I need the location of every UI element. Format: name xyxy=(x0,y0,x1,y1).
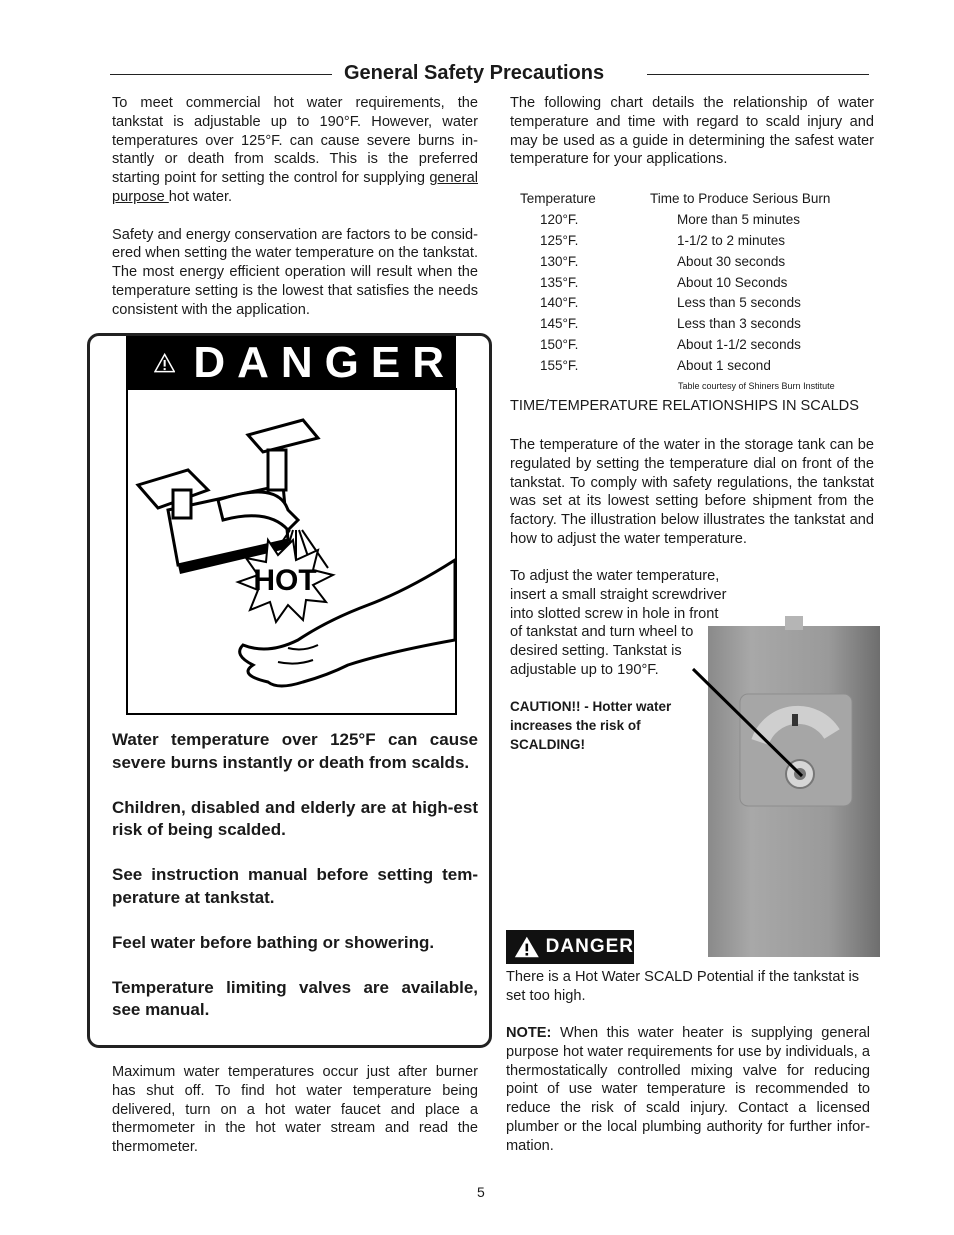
hot-faucet-illustration xyxy=(126,388,457,715)
warning-item: Temperature limiting valves are available, see manual. xyxy=(112,977,478,1019)
adjust-line: adjustable up to 190°F. xyxy=(510,661,659,678)
table-row: 150°F. About 1-1/2 seconds xyxy=(540,337,801,353)
table-caption: TIME/TEMPERATURE RELATIONSHIPS IN SCALDS xyxy=(510,398,859,414)
time-temperature-table xyxy=(520,188,830,376)
header-rule-left xyxy=(110,74,332,75)
warning-item: See instruction manual before setting tem-perature at tankstat. xyxy=(112,865,478,907)
table-row: 145°F. Less than 3 seconds xyxy=(540,316,801,332)
danger-banner-text: DANGER xyxy=(193,338,456,387)
table-row: 120°F. More than 5 minutes xyxy=(540,211,801,227)
danger-warnings xyxy=(112,729,478,1022)
table-row: 140°F. Less than 5 seconds xyxy=(540,295,801,311)
hot-label: HOT xyxy=(253,564,317,597)
note-text: When this water heater is supplying general purpose hot water requirements for use by individuals, a thermostatically controlled mixing valve for reducing point of use water temperature is recommended to reduce the risk of scald injury. Contact a licensed plumber or the local plumbing authority for further infor-mation. xyxy=(506,1025,870,1154)
page-number: 5 xyxy=(477,1184,485,1200)
table-row: 125°F. 1-1/2 to 2 minutes xyxy=(540,232,786,248)
paragraph-adjustable: To meet commercial hot water requirements, the tankstat is adjustable up to 190°F. However, water temperatures over 125°F. can cause severe burns in-stantly or death from scalds. This is the preferred starting point for setting the control for supplying general purpose hot water. xyxy=(112,95,478,205)
paragraph-chart-intro: The following chart details the relationship of water temperature and time with regard to scald injury and may be used as a guide in determining the safest water temperature for your applications. xyxy=(510,95,874,168)
table-row: 135°F. About 10 Seconds xyxy=(540,274,788,290)
warning-item: Children, disabled and elderly are at high-est risk of being scalded. xyxy=(112,797,478,839)
underlined-text: general purpose xyxy=(112,170,478,205)
small-danger-label xyxy=(506,930,634,964)
adjust-line: desired setting. Tankstat is xyxy=(510,643,682,660)
table-row: 130°F. About 30 seconds xyxy=(540,253,786,269)
small-danger-text: DANGER xyxy=(545,936,634,957)
adjust-line: of tankstat and turn wheel to xyxy=(510,624,694,641)
adjust-line: insert a small straight screwdriver xyxy=(510,586,727,603)
warning-item: Water temperature over 125°F can cause severe burns instantly or death from scalds. xyxy=(112,730,478,772)
table-header: Temperature xyxy=(520,190,596,206)
warning-triangle-icon xyxy=(154,344,175,382)
paragraph-energy: Safety and energy conservation are factors to be consid-ered when setting the water temperature on the tankstat. The most energy efficient operation will result when the temperature setting is the lowest that satisfies the needs consistent with the application. xyxy=(112,226,478,318)
table-row: 155°F. About 1 second xyxy=(540,358,771,374)
pointer-line xyxy=(690,664,810,784)
page-title: General Safety Precautions xyxy=(344,62,605,84)
header-rule-right xyxy=(647,74,869,75)
warning-triangle-icon xyxy=(514,934,540,960)
caution-text: CAUTION!! - Hotter water increases the risk of SCALDING! xyxy=(510,699,672,752)
note-label: NOTE: xyxy=(506,1025,552,1041)
adjust-line: To adjust the water temperature, xyxy=(510,568,720,584)
table-header-row xyxy=(520,188,830,209)
warning-item: Feel water before bathing or showering. xyxy=(112,932,435,952)
faucet-hand-picture xyxy=(128,390,455,713)
paragraph-regulate: The temperature of the water in the storage tank can be regulated by setting the temperature dial on front of the tankstat. To comply with safety regulations, the tankstat was set at its lowest setting before shipment from the factory. The illustration below illustrates the tankstat and how to adjust the water temperature. xyxy=(510,437,874,547)
scald-note: There is a Hot Water SCALD Potential if the tankstat is set too high. xyxy=(506,969,860,1004)
adjust-line: into slotted screw in hole in front xyxy=(510,605,719,622)
paragraph-max-temp: Maximum water temperatures occur just after burner has shut off. To find hot water temperature being delivered, turn on a hot water faucet and place a thermometer in the hot water stream and read the thermometer. xyxy=(112,1064,478,1156)
left-paragraphs xyxy=(112,94,478,338)
danger-banner xyxy=(126,336,456,390)
table-credit: Table courtesy of Shiners Burn Institute xyxy=(678,381,835,391)
table-header: Time to Produce Serious Burn xyxy=(650,190,831,206)
paragraph-note xyxy=(506,1024,870,1156)
